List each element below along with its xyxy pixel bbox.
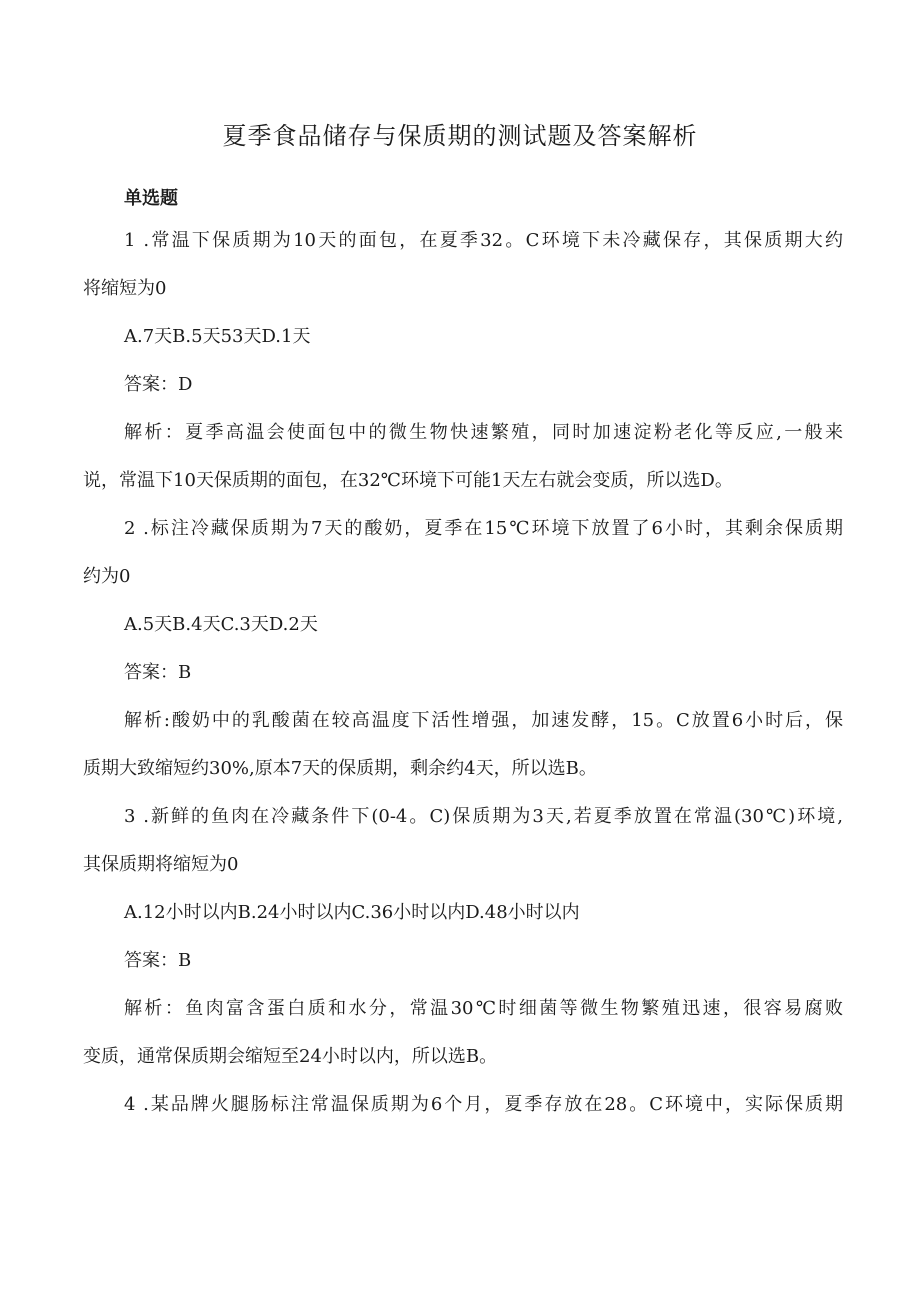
q4-stem: 4 .某品牌火腿肠标注常温保质期为6个月，夏季存放在28。C环境中，实际保质期: [124, 1094, 843, 1115]
q2-options: A.5天B.4天C.3天D.2天: [124, 614, 318, 635]
q3-options: A.12小时以内B.24小时以内C.36小时以内D.48小时以内: [124, 902, 580, 923]
q2-explanation: 解析:酸奶中的乳酸菌在较高温度下活性增强，加速发酵，15。C放置6小时后，保: [124, 710, 843, 731]
q1-explanation-continued: 说，常温下10天保质期的面包，在32℃环境下可能1天左右就会变质，所以选D。: [83, 470, 733, 491]
q2-stem: 2 .标注冷藏保质期为7天的酸奶，夏季在15℃环境下放置了6小时，其剩余保质期: [124, 518, 843, 539]
q3-explanation-continued: 变质，通常保质期会缩短至24小时以内，所以选B。: [83, 1046, 498, 1067]
q1-explanation: 解析：夏季高温会使面包中的微生物快速繁殖，同时加速淀粉老化等反应,一般来: [124, 422, 843, 443]
q3-explanation: 解析：鱼肉富含蛋白质和水分，常温30℃时细菌等微生物繁殖迅速，很容易腐败: [124, 998, 843, 1019]
q1-options: A.7天B.5天53天D.1天: [124, 326, 311, 347]
q2-answer: 答案：B: [124, 662, 192, 683]
q1-stem-continued: 将缩短为0: [83, 278, 167, 299]
question-list: [83, 226, 843, 1138]
section-heading: 单选题: [124, 188, 178, 209]
document-title: 夏季食品储存与保质期的测试题及答案解析: [222, 122, 698, 150]
q2-explanation-continued: 质期大致缩短约30%,原本7天的保质期，剩余约4天，所以选B。: [83, 758, 597, 779]
q3-stem: 3 .新鲜的鱼肉在冷藏条件下(0-4。C)保质期为3天,若夏季放置在常温(30℃)环境,: [124, 806, 843, 827]
q3-stem-continued: 其保质期将缩短为0: [83, 854, 239, 875]
q3-answer: 答案：B: [124, 950, 192, 971]
q1-stem: 1 .常温下保质期为10天的面包，在夏季32。C环境下未冷藏保存，其保质期大约: [124, 230, 843, 251]
q2-stem-continued: 约为0: [83, 566, 131, 587]
q1-answer: 答案：D: [124, 374, 193, 395]
